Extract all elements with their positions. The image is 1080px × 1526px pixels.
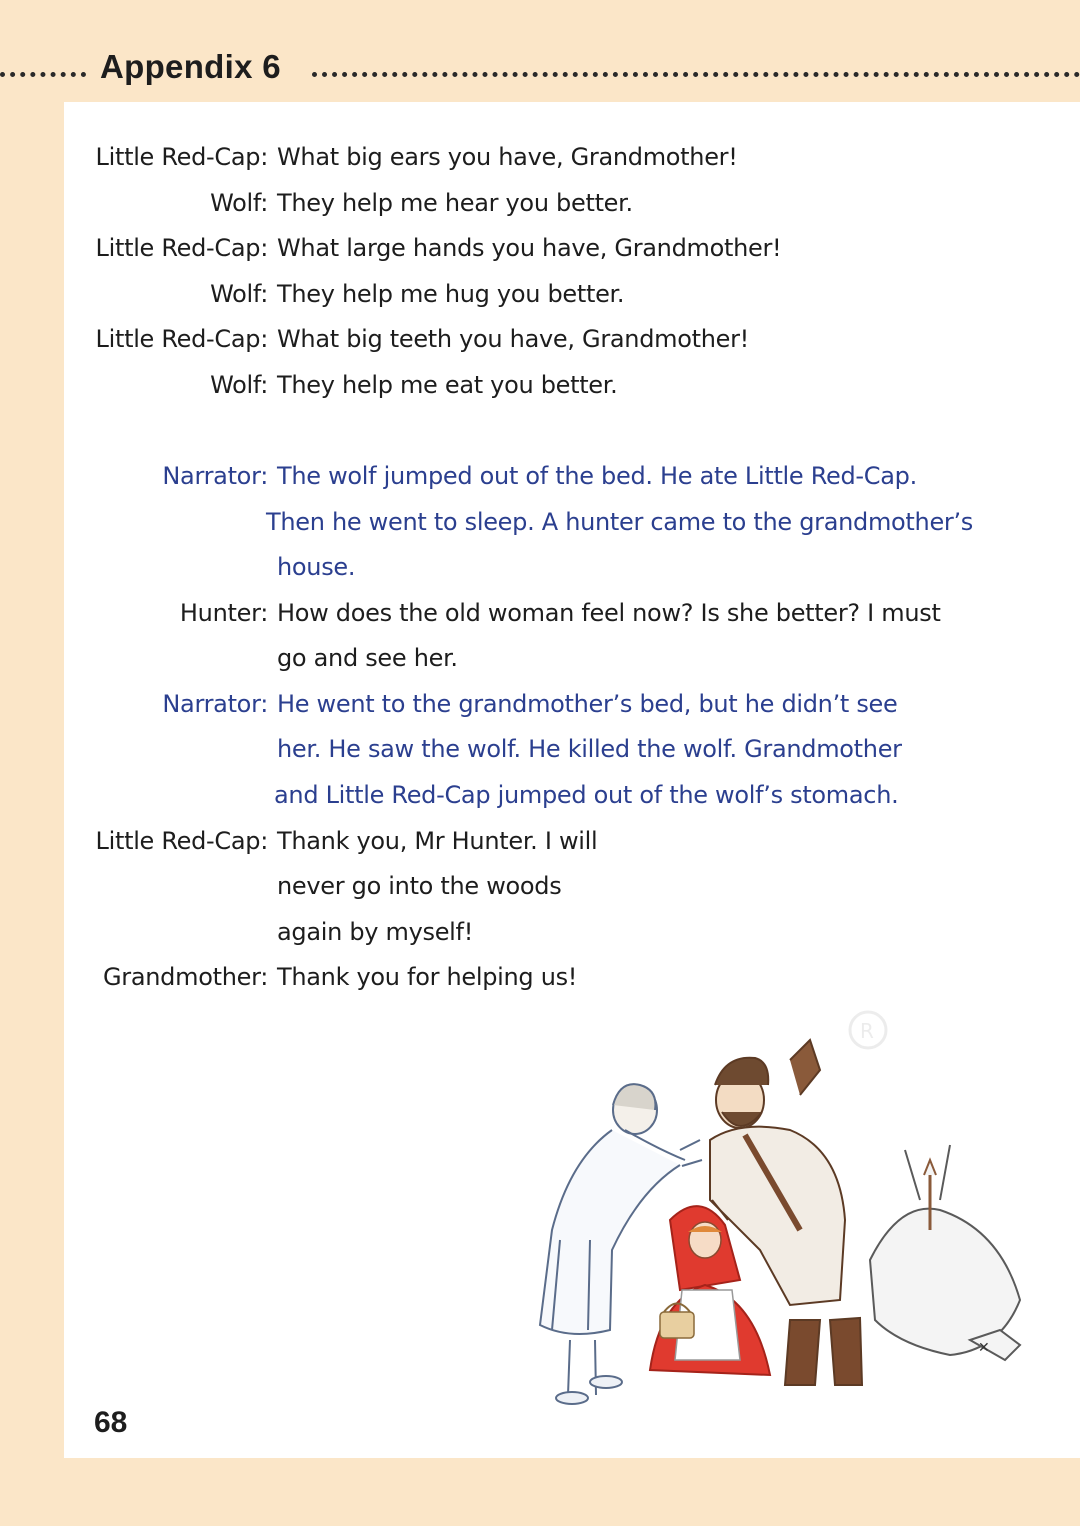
dialogue-line: They help me hear you better. [277,189,633,217]
svg-text:R: R [860,1019,874,1043]
story-illustration [500,1000,1060,1410]
page-title: Appendix 6 [100,48,281,85]
dialogue-line: again by myself! [277,918,474,946]
dialogue-line: Then he went to sleep. A hunter came to the grandmother’s [266,508,974,536]
dialogue-line: They help me eat you better. [277,371,618,399]
appendix-header [0,48,1080,94]
dialogue-line: her. He saw the wolf. He killed the wolf. Grandmother [277,735,902,763]
dialogue-line: He went to the grandmother’s bed, but he didn’t see [277,690,898,718]
svg-text:✕: ✕ [978,1340,990,1356]
speaker-label: Little Red-Cap: [95,827,268,855]
dotted-rule-right [312,72,1080,77]
speaker-label: Little Red-Cap: [95,325,268,353]
dialogue-line: Thank you for helping us! [277,963,578,991]
publisher-watermark [500,1012,886,1150]
dialogue-line: The wolf jumped out of the bed. He ate Little Red-Cap. [277,462,917,490]
dialogue-line: never go into the woods [277,872,562,900]
speaker-label: Narrator: [162,462,268,490]
speaker-label: Wolf: [210,280,268,308]
dialogue-line: They help me hug you better. [277,280,625,308]
footer-band [0,1458,1080,1526]
speaker-label: Little Red-Cap: [95,234,268,262]
dialogue-line: What large hands you have, Grandmother! [277,234,782,262]
dialogue-line: What big teeth you have, Grandmother! [277,325,749,353]
speaker-label: Grandmother: [103,963,268,991]
wolf-figure [870,1145,1020,1360]
speaker-label: Hunter: [179,599,268,627]
dialogue-line: Thank you, Mr Hunter. I will [277,827,598,855]
page-number: 68 [94,1406,128,1439]
dialogue-line: house. [277,553,356,581]
speaker-label: Little Red-Cap: [95,143,268,171]
speaker-label: Wolf: [210,371,268,399]
speaker-label: Narrator: [162,690,268,718]
dialogue-line: What big ears you have, Grandmother! [277,143,738,171]
dotted-rule-left [0,72,86,77]
speaker-label: Wolf: [210,189,268,217]
dialogue-line: go and see her. [277,644,458,672]
dialogue-line: and Little Red-Cap jumped out of the wolf’s stomach. [274,781,899,809]
dialogue-line: How does the old woman feel now? Is she better? I must [277,599,941,627]
